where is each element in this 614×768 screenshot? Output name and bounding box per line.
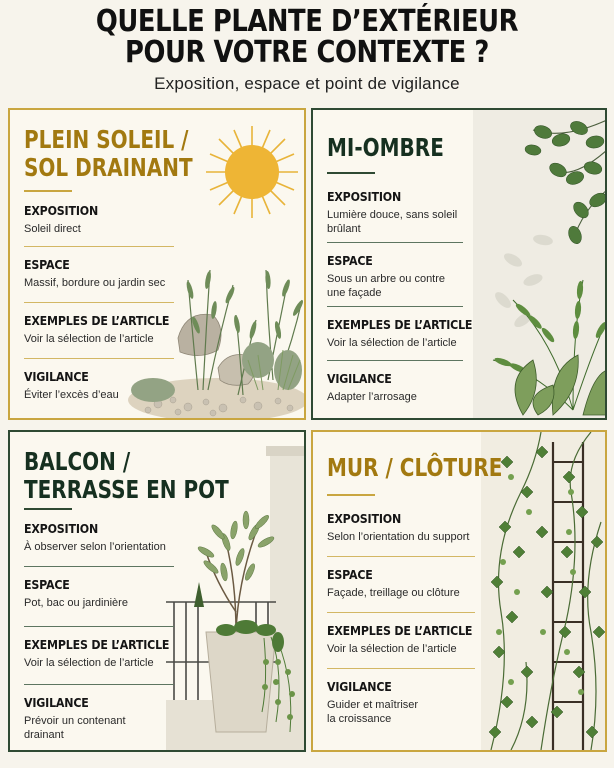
section-label: ESPACE (24, 258, 70, 272)
section-value: Voir la sélection de l’article (24, 333, 154, 345)
page-title (43, 0, 571, 68)
shade-plants-illustration (463, 110, 607, 418)
divider (327, 668, 475, 669)
section-value (327, 272, 463, 300)
section-value: Voir la sélection de l’article (327, 643, 457, 655)
title-line-2: POUR VOTRE CONTEXTE ? (125, 35, 489, 70)
section-value: Massif, bordure ou jardin sec (24, 277, 166, 289)
section-value: À observer selon l’orientation (24, 541, 166, 553)
title-accent-rule (24, 190, 72, 192)
section-label: VIGILANCE (327, 372, 392, 386)
card-sections (24, 522, 174, 742)
divider (24, 566, 174, 567)
section-vigilance (327, 372, 463, 404)
divider (327, 306, 463, 307)
section-exemples (24, 314, 174, 346)
card-mur-cloture (311, 430, 607, 752)
value-line: la croissance (327, 713, 392, 725)
header (0, 0, 614, 104)
section-label: EXPOSITION (24, 522, 99, 536)
card-title (24, 448, 229, 504)
divider (24, 358, 174, 359)
section-label: VIGILANCE (24, 370, 89, 384)
divider (327, 612, 475, 613)
section-label: EXEMPLES DE L’ARTICLE (327, 318, 473, 332)
section-label: VIGILANCE (327, 680, 392, 694)
section-value: Adapter l’arrosage (327, 391, 417, 403)
section-exposition (24, 204, 174, 236)
card-plein-soleil (8, 108, 306, 420)
section-value: Selon l’orientation du support (327, 531, 470, 543)
section-label: EXEMPLES DE L’ARTICLE (327, 624, 473, 638)
card-title-line: SOL DRAINANT (24, 153, 193, 182)
card-title-line: TERRASSE EN POT (24, 475, 229, 504)
card-title (24, 126, 193, 182)
divider (24, 626, 174, 627)
section-value: Pot, bac ou jardinière (24, 597, 128, 609)
section-espace (327, 254, 463, 300)
section-label: VIGILANCE (24, 696, 89, 710)
section-value (327, 208, 463, 236)
card-sections (327, 190, 473, 404)
card-title-line: PLEIN SOLEIL / (24, 125, 189, 154)
card-sections (24, 204, 174, 402)
card-title-line: BALCON / (24, 447, 131, 476)
section-label: EXPOSITION (327, 190, 402, 204)
section-exemples (327, 318, 473, 350)
section-value (24, 714, 174, 742)
section-label: ESPACE (327, 254, 373, 268)
section-exposition (24, 522, 174, 554)
section-value: Voir la sélection de l’article (24, 657, 154, 669)
title-accent-rule (24, 508, 72, 510)
card-mi-ombre (311, 108, 607, 420)
section-exposition (327, 190, 463, 236)
section-label: EXPOSITION (327, 512, 402, 526)
section-label: ESPACE (24, 578, 70, 592)
section-vigilance (327, 680, 475, 726)
section-vigilance (24, 696, 174, 742)
divider (327, 360, 463, 361)
card-title (327, 134, 444, 162)
section-value: Soleil direct (24, 223, 81, 235)
section-value (327, 698, 475, 726)
section-exemples (327, 624, 475, 656)
section-exemples (24, 638, 174, 670)
section-label: EXEMPLES DE L’ARTICLE (24, 638, 170, 652)
value-line: brûlant (327, 223, 361, 235)
title-accent-rule (327, 172, 375, 174)
divider (24, 246, 174, 247)
value-line: Sous un arbre ou contre (327, 273, 446, 285)
card-balcon-terrasse (8, 430, 306, 752)
value-line: drainant (24, 729, 64, 741)
section-label: EXPOSITION (24, 204, 99, 218)
card-title-line: MI-OMBRE (327, 133, 444, 162)
card-title-line: MUR / CLÔTURE (327, 453, 503, 482)
divider (24, 684, 174, 685)
section-label: EXEMPLES DE L’ARTICLE (24, 314, 170, 328)
section-value: Éviter l’excès d’eau (24, 389, 119, 401)
divider (327, 556, 475, 557)
section-vigilance (24, 370, 174, 402)
divider (327, 242, 463, 243)
title-accent-rule (327, 494, 375, 496)
section-value: Façade, treillage ou clôture (327, 587, 460, 599)
section-espace (327, 568, 475, 600)
section-exposition (327, 512, 475, 544)
section-espace (24, 258, 174, 290)
card-sections (327, 512, 475, 726)
value-line: Prévoir un contenant (24, 715, 126, 727)
value-line: une façade (327, 287, 382, 299)
value-line: Lumière douce, sans soleil (327, 209, 458, 221)
divider (24, 302, 174, 303)
page-subtitle: Exposition, espace et point de vigilance (154, 74, 460, 93)
section-value: Voir la sélection de l’article (327, 337, 457, 349)
title-line-1: QUELLE PLANTE D’EXTÉRIEUR (95, 4, 519, 39)
card-title (327, 454, 502, 482)
section-label: ESPACE (327, 568, 373, 582)
section-espace (24, 578, 174, 610)
value-line: Guider et maîtriser (327, 699, 419, 711)
